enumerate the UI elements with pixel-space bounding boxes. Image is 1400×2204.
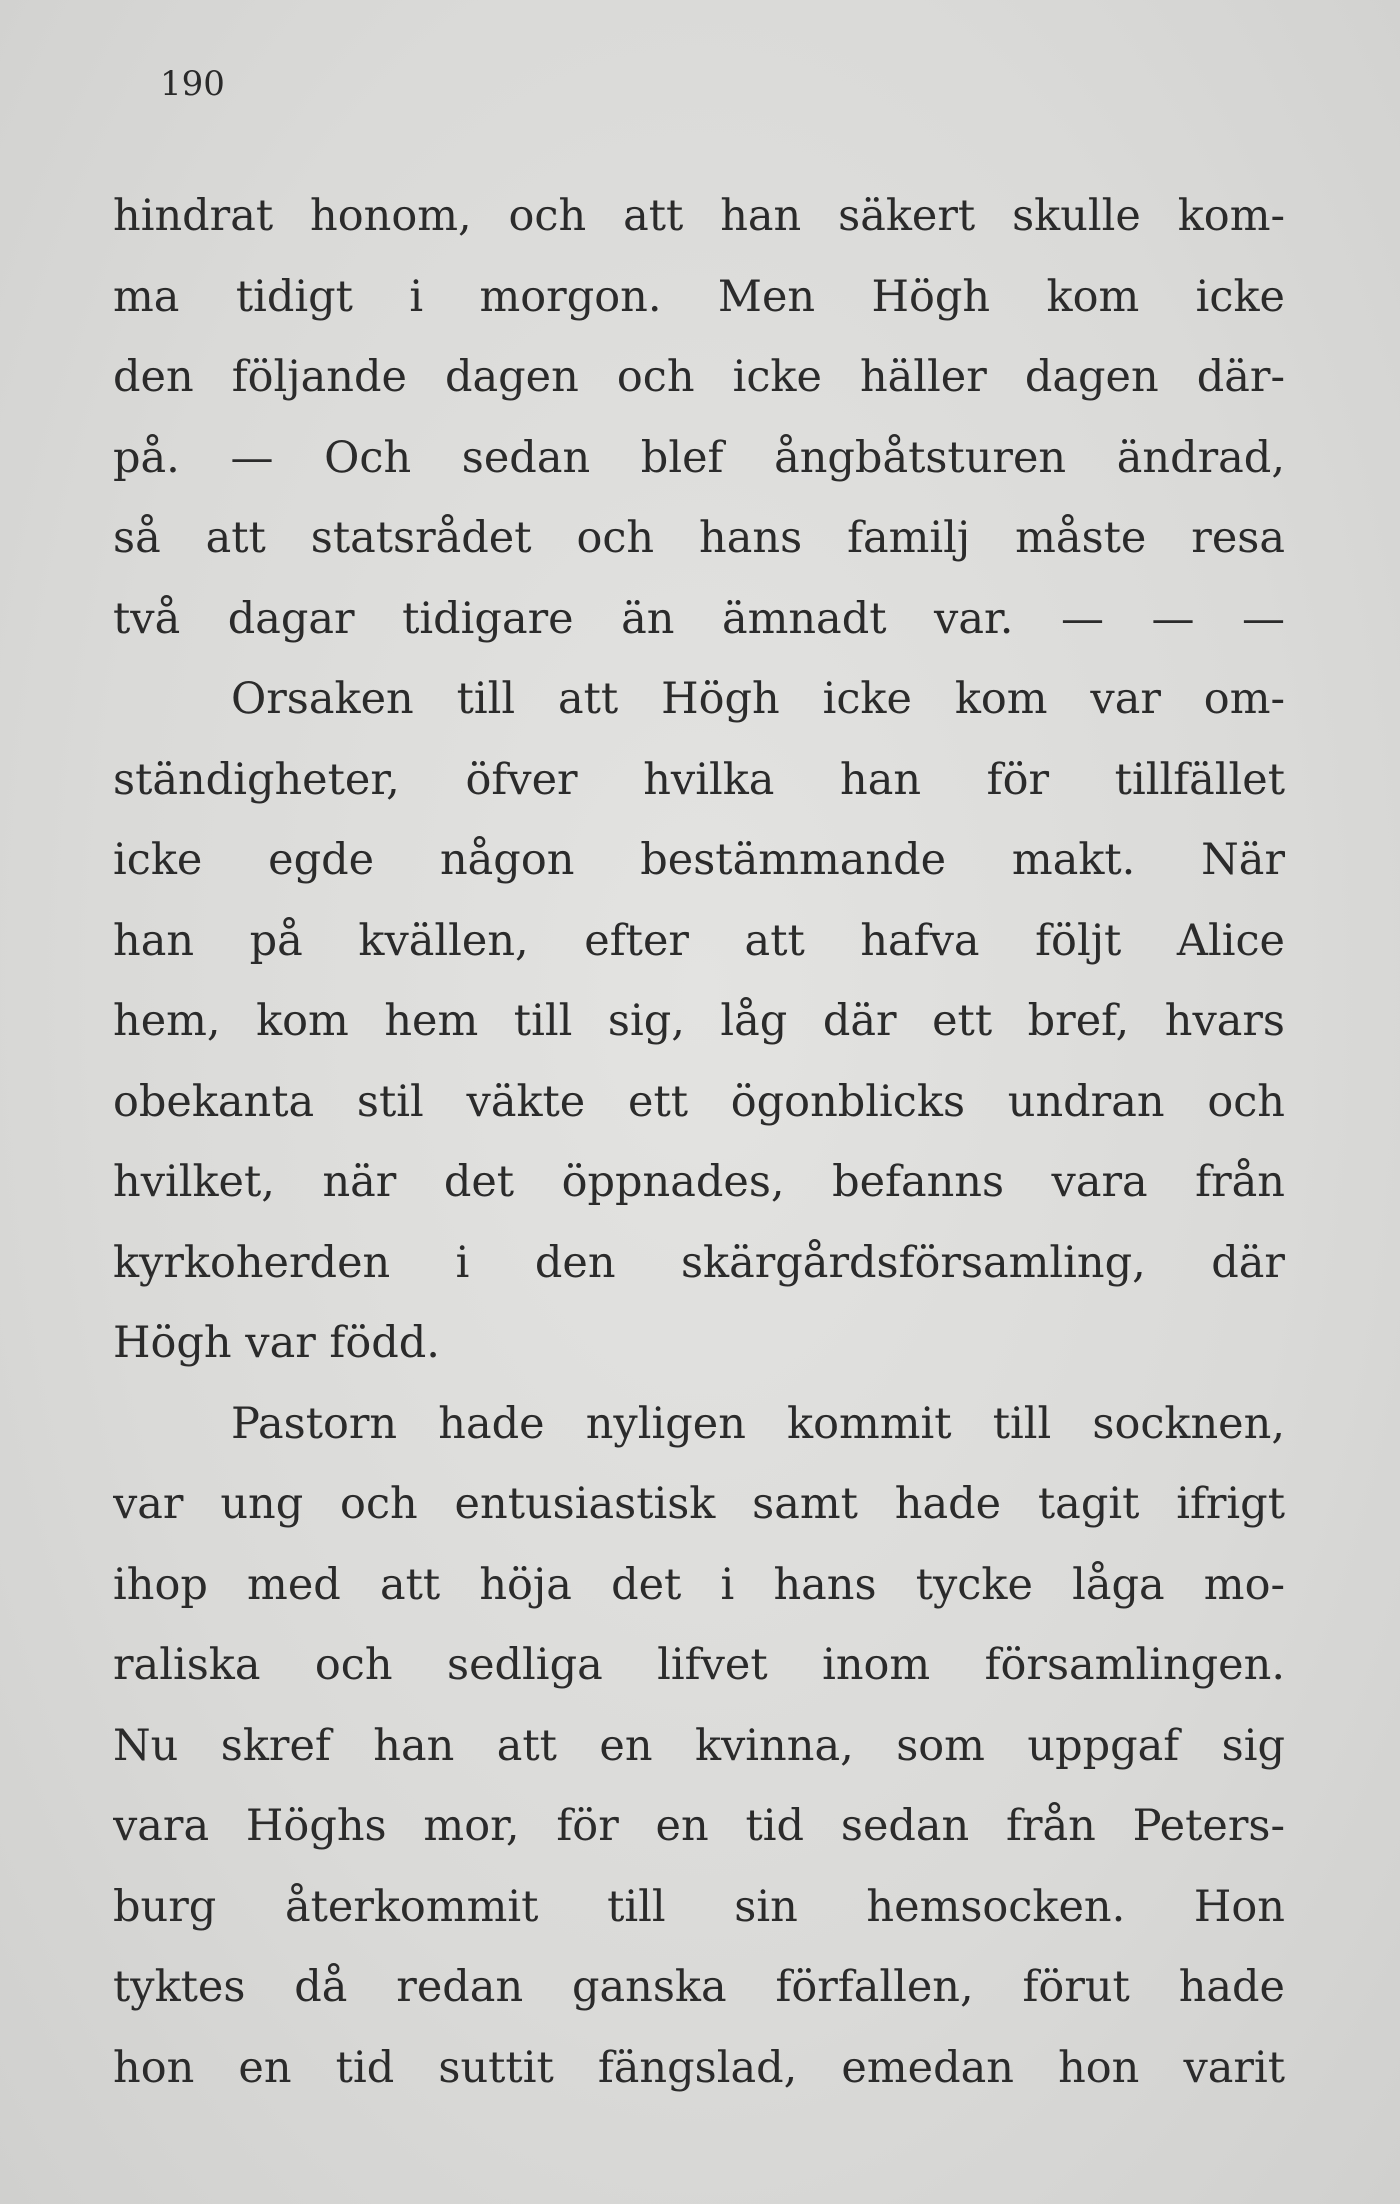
text-line: den följande dagen och icke häller dagen där- xyxy=(113,352,1285,402)
text-line: han på kvällen, efter att hafva följt Alice xyxy=(113,915,1285,966)
text-line: hvilket, när det öppnades, befanns vara från xyxy=(113,1157,1285,1207)
text-line: ihop med att höja det i hans tycke låga mo- xyxy=(113,1559,1285,1610)
text-line: ma tidigt i morgon. Men Högh kom icke xyxy=(113,271,1285,322)
text-line: obekanta stil väkte ett ögonblicks undran och xyxy=(113,1076,1285,1127)
text-line: hon en tid suttit fängslad, emedan hon varit xyxy=(113,2042,1285,2093)
text-line: kyrkoherden i den skärgårdsförsamling, där xyxy=(113,1237,1285,1288)
text-line: ständigheter, öfver hvilka han för tillfället xyxy=(113,754,1285,805)
text-line: Orsaken till att Högh icke kom var om- xyxy=(231,674,1285,724)
body-text xyxy=(113,176,1285,2108)
page-number: 190 xyxy=(160,64,225,104)
text-line: så att statsrådet och hans familj måste resa xyxy=(113,513,1285,563)
text-line: på. — Och sedan blef ångbåtsturen ändrad, xyxy=(113,432,1285,483)
text-line: Pastorn hade nyligen kommit till socknen, xyxy=(231,1398,1285,1449)
text-line: icke egde någon bestämmande makt. När xyxy=(113,835,1285,885)
text-line: Nu skref han att en kvinna, som uppgaf sig xyxy=(113,1720,1285,1771)
text-line: vara Höghs mor, för en tid sedan från Peters- xyxy=(113,1801,1285,1851)
text-line: var ung och entusiastisk samt hade tagit ifrigt xyxy=(113,1479,1285,1529)
text-line: hem, kom hem till sig, låg där ett bref, hvars xyxy=(113,996,1285,1046)
text-line: två dagar tidigare än ämnadt var. — — — xyxy=(113,593,1285,644)
text-line: burg återkommit till sin hemsocken. Hon xyxy=(113,1881,1285,1932)
text-line: hindrat honom, och att han säkert skulle kom- xyxy=(113,191,1285,241)
text-line: raliska och sedliga lifvet inom församlingen. xyxy=(113,1640,1285,1690)
text-line: tyktes då redan ganska förfallen, förut hade xyxy=(113,1962,1285,2012)
text-line: Högh var född. xyxy=(113,1318,440,1368)
